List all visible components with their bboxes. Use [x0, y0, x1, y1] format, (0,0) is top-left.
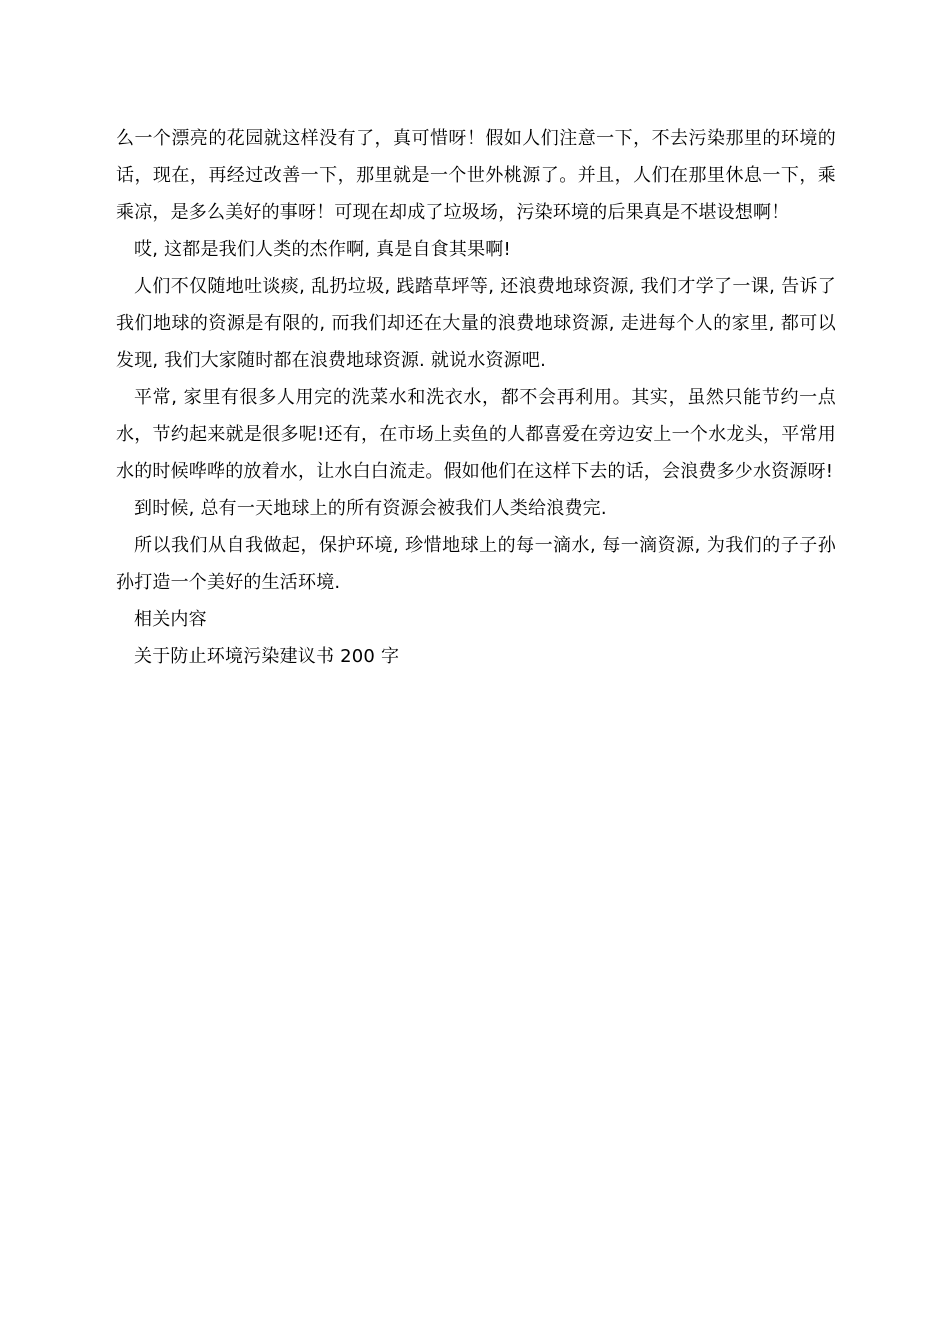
paragraph-warning: 到时候, 总有一天地球上的所有资源会被我们人类给浪费完. [134, 498, 607, 519]
paragraph-conclusion: 所以我们从自我做起，保护环境, 珍惜地球上的每一滴水, 每一滴资源, 为我们的子子孙孙打造一个美好的生活环境. [116, 535, 836, 593]
document-body [116, 120, 836, 675]
paragraph-waste-resources: 人们不仅随地吐谈痰, 乱扔垃圾, 践踏草坪等, 还浪费地球资源, 我们才学了一课, 告诉了我们地球的资源是有限的, 而我们却还在大量的浪费地球资源, 走进每个人的家里, 都可以发现, 我们大家随时都在浪费地球资源. 就说水资源吧. [116, 276, 836, 371]
paragraph-continuation: 么一个漂亮的花园就这样没有了，真可惜呀！假如人们注意一下，不去污染那里的环境的话，现在，再经过改善一下，那里就是一个世外桃源了。并且，人们在那里休息一下，乘乘凉，是多么美好的事呀！可现在却成了垃圾场，污染环境的后果真是不堪设想啊！ [116, 128, 836, 223]
related-content-heading: 相关内容 [134, 609, 207, 630]
related-content-link[interactable]: 关于防止环境污染建议书 200 字 [134, 646, 400, 667]
paragraph-water-usage: 平常, 家里有很多人用完的洗菜水和洗衣水，都不会再利用。其实，虽然只能节约一点水，节约起来就是很多呢!还有，在市场上卖鱼的人都喜爱在旁边安上一个水龙头，平常用水的时候哗哗的放着水，让水白白流走。假如他们在这样下去的话，会浪费多少水资源呀! [116, 387, 836, 482]
paragraph-sigh: 哎, 这都是我们人类的杰作啊, 真是自食其果啊! [134, 239, 511, 260]
